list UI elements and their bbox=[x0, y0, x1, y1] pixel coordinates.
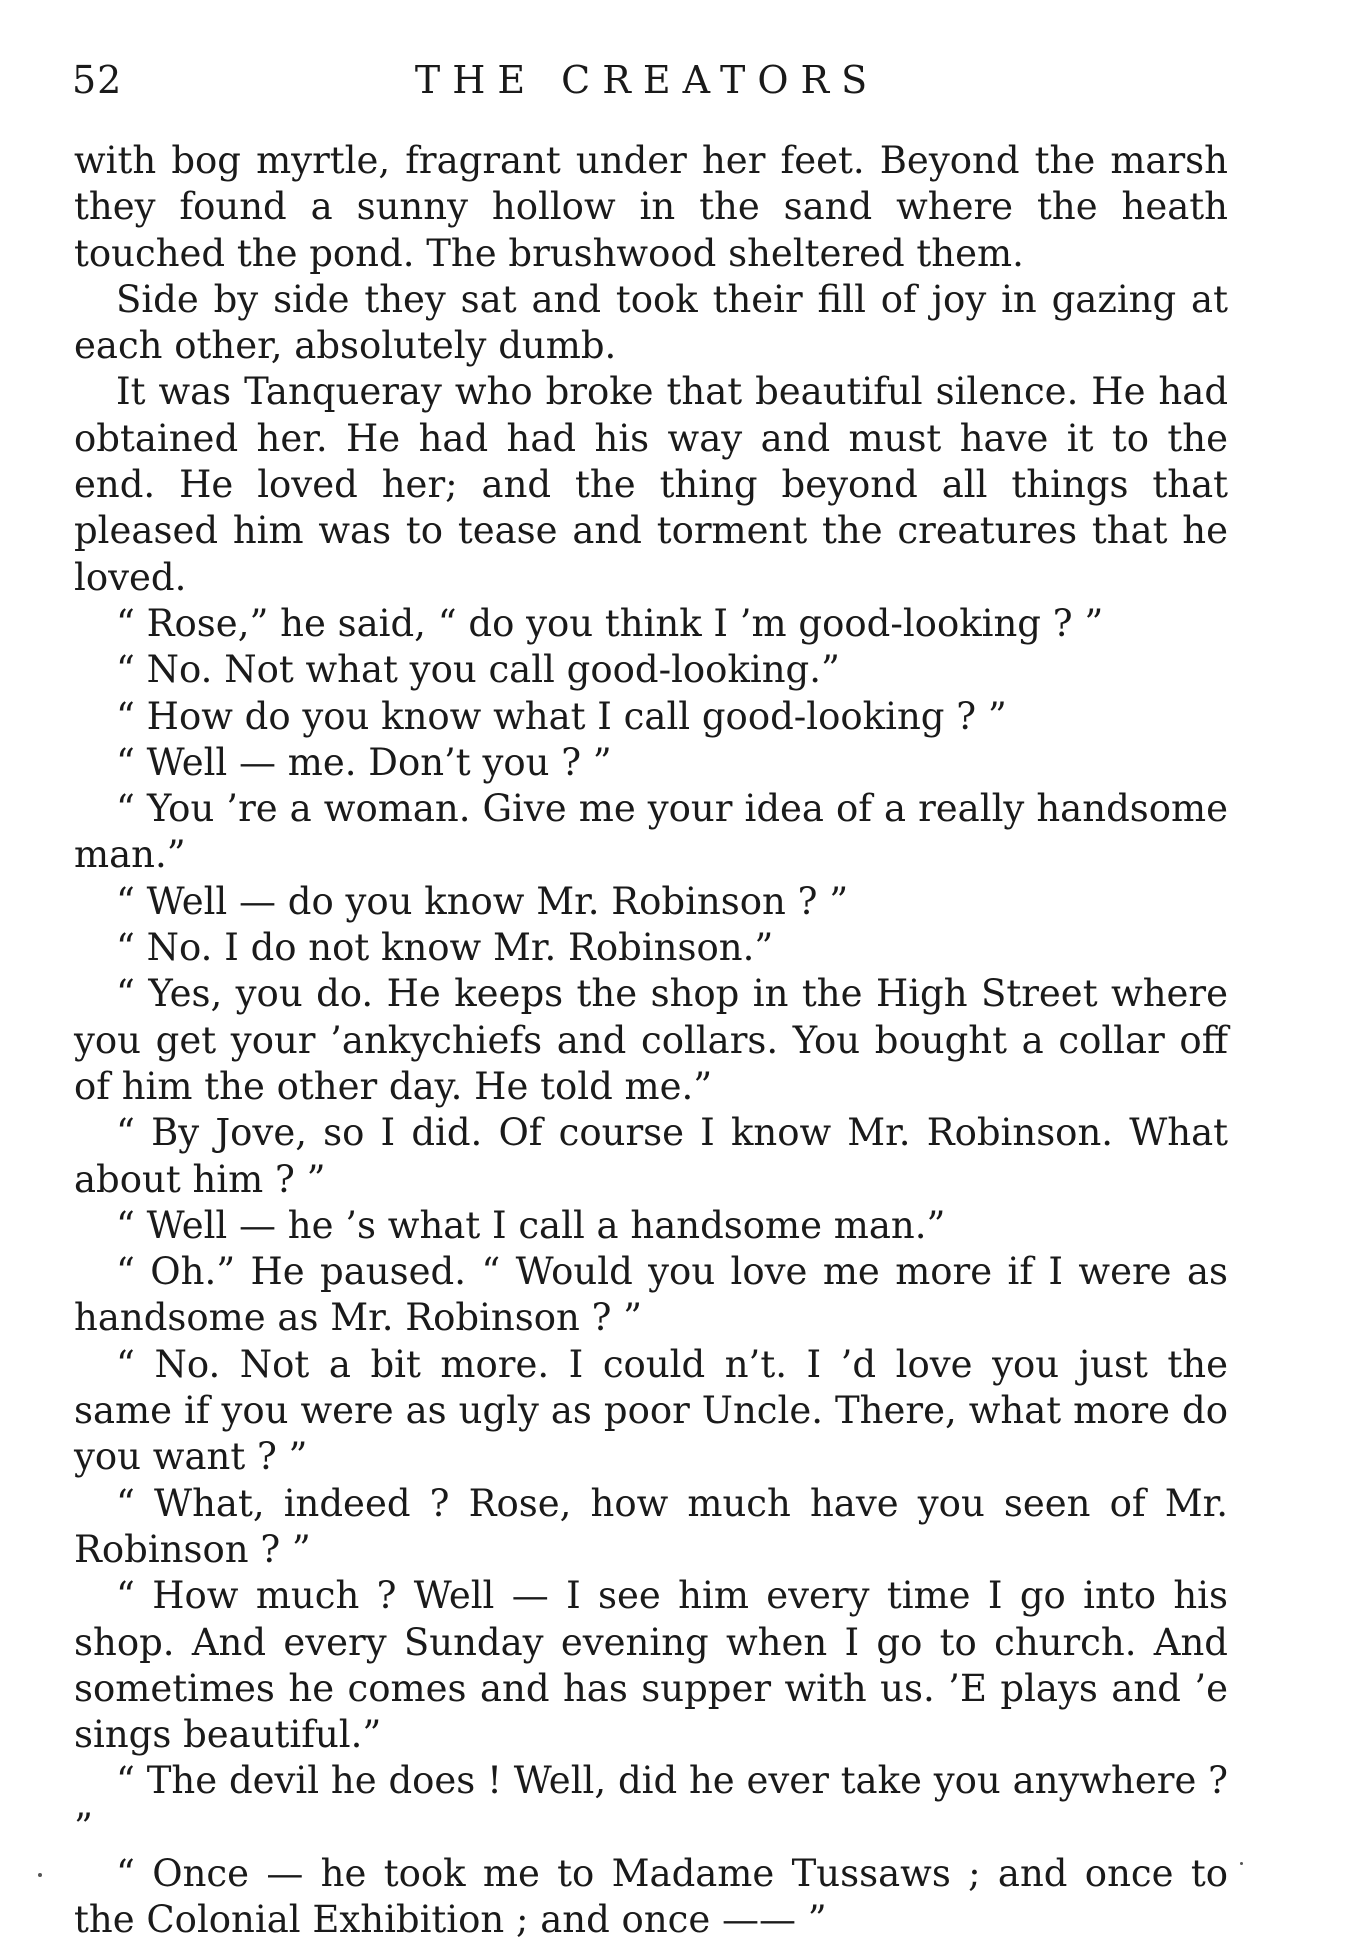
paragraph: “ You ’re a woman. Give me your idea of a really handsome man.” bbox=[74, 787, 1228, 877]
paragraph: “ What, indeed ? Rose, how much have you seen of Mr. Robinson ? ” bbox=[74, 1481, 1228, 1571]
paragraph: “ How much ? Well — I see him every time I go into his shop. And every Sunday evening when I go to church. And sometimes he comes and has supper with us. ’E plays and ’e sings beautiful.” bbox=[74, 1574, 1228, 1757]
paragraph: “ Rose,” he said, “ do you think I ’m good-looking ? ” bbox=[116, 601, 1104, 645]
paragraph: “ Once — he took me to Madame Tussaws ; and once to the Colonial Exhibition ; and once —— ” bbox=[74, 1851, 1228, 1942]
paragraph: “ Well — do you know Mr. Robinson ? ” bbox=[116, 879, 849, 923]
body-text bbox=[74, 138, 1228, 1944]
paragraph: It was Tanqueray who broke that beautiful silence. He had obtained her. He had had his way and must have it to the end. He loved her; and the thing beyond all things that pleased him was to tease and torment the creatures that he loved. bbox=[74, 370, 1228, 599]
paragraph: “ Well — me. Don’t you ? ” bbox=[116, 740, 612, 784]
paragraph: “ Yes, you do. He keeps the shop in the High Street where you get your ’ankychiefs and collars. You bought a collar off of him the other day. He told me.” bbox=[74, 972, 1228, 1108]
paragraph: “ No. Not what you call good-looking.” bbox=[116, 648, 840, 692]
paper-speck bbox=[38, 1873, 42, 1877]
page-header bbox=[72, 58, 1222, 118]
paper-speck bbox=[1240, 1862, 1243, 1865]
running-title: THE CREATORS bbox=[414, 58, 880, 102]
paragraph: “ No. Not a bit more. I could n’t. I ’d love you just the same if you were as ugly as poor Uncle. There, what more do you want ? ” bbox=[74, 1342, 1228, 1479]
paragraph: Side by side they sat and took their fill of joy in gazing at each other, absolutely dumb. bbox=[74, 277, 1228, 368]
paragraph: “ The devil he does ! Well, did he ever take you anywhere ? ” bbox=[74, 1759, 1228, 1849]
paragraph: with bog myrtle, fragrant under her feet. Beyond the marsh they found a sunny hollow in the sand where the heath touched the pond. The brushwood sheltered them. bbox=[74, 139, 1228, 275]
paragraph: “ Well — he ’s what I call a handsome man.” bbox=[116, 1203, 946, 1247]
paragraph: “ How do you know what I call good-looking ? ” bbox=[116, 694, 1007, 738]
paragraph: “ No. I do not know Mr. Robinson.” bbox=[116, 926, 774, 970]
paragraph: “ By Jove, so I did. Of course I know Mr. Robinson. What about him ? ” bbox=[74, 1111, 1228, 1201]
paragraph: “ Oh.” He paused. “ Would you love me more if I were as handsome as Mr. Robinson ? ” bbox=[74, 1250, 1228, 1340]
page-number: 52 bbox=[72, 58, 123, 102]
